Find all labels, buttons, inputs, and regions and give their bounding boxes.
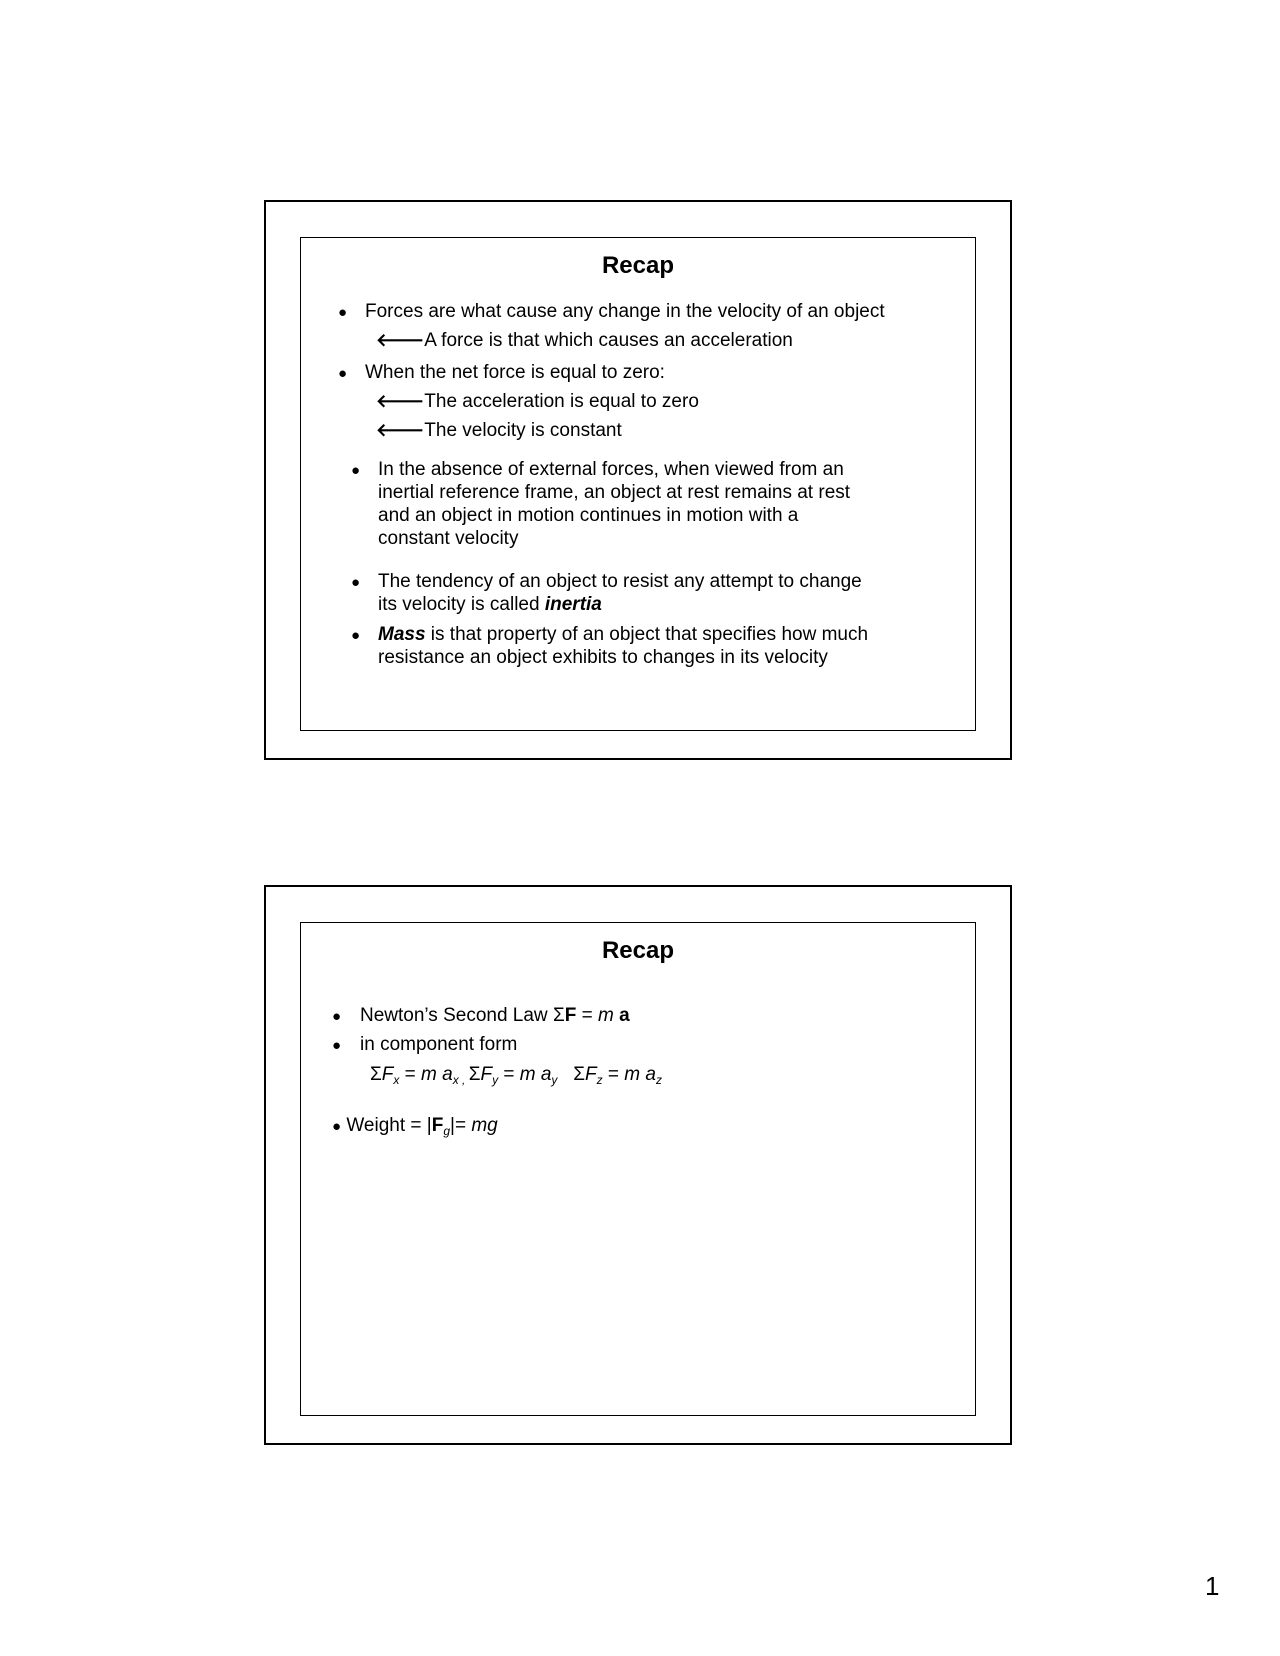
page-number: 1 [1205,1571,1220,1601]
slide-1-item-2: When the net force is equal to zero: [365,362,665,383]
inertia-term: inertia [544,594,602,615]
slide-1-item-4-line-1: The tendency of an object to resist any attempt to change [378,571,862,592]
slide-1-item-5-line-1: Mass is that property of an object that specifies how much [378,624,869,645]
left-arrow-icon: 🡐 [376,420,425,441]
component-equations [370,1063,662,1086]
slide-2-item-2: in component form [360,1034,518,1055]
mass-term: Mass [378,624,426,645]
slide-1 [300,237,976,731]
slide-1-subitem-2: 🡐The acceleration is equal to zero [376,391,699,412]
equation-x: $\Sigma F_x = m$ $a_x$ $_,$ [370,1064,469,1087]
slide-1-item-5-line-2: resistance an object exhibits to changes in its velocity [378,647,828,668]
left-arrow-icon: 🡐 [376,330,425,351]
slide-1-title: Recap [601,252,675,279]
bullet-icon: ● [332,1118,342,1135]
slide-2-title: Recap [601,937,675,964]
slide-1-subitem-1: 🡐A force is that which causes an acceleration [376,330,793,351]
left-arrow-icon: 🡐 [376,391,425,412]
bullet-icon: ● [332,1037,342,1054]
slide-1-item-1: Forces are what cause any change in the velocity of an object [365,301,885,322]
equation-y: $\Sigma F_y = m$ $a_y$ [468,1064,558,1087]
slide-1-item-3-line-1: In the absence of external forces, when viewed from an [378,459,844,480]
bullet-icon: ● [351,574,361,591]
slide-1-item-4-line-2: its velocity is called inertia [378,594,602,615]
bullet-icon: ● [351,627,361,644]
slide-2-item-3: ● Weight = $|F_g|=$ mg [332,1115,498,1138]
bullet-icon: ● [338,365,348,382]
bullet-icon: ● [351,462,361,479]
slide-2 [300,922,976,1416]
slide-1-item-3-line-2: inertial reference frame, an object at rest remains at rest [378,482,851,503]
slide-1-item-3-line-4: constant velocity [378,528,519,549]
slide-1-item-3-line-3: and an object in motion continues in motion with a [378,505,799,526]
equation-z: $\Sigma F_z = m$ $a_z$ [573,1064,662,1087]
slide-2-item-1: Newton’s Second Law ΣF = m a [360,1005,630,1026]
bullet-icon: ● [338,304,348,321]
slide-1-subitem-3: 🡐The velocity is constant [376,420,622,441]
bullet-icon: ● [332,1008,342,1025]
